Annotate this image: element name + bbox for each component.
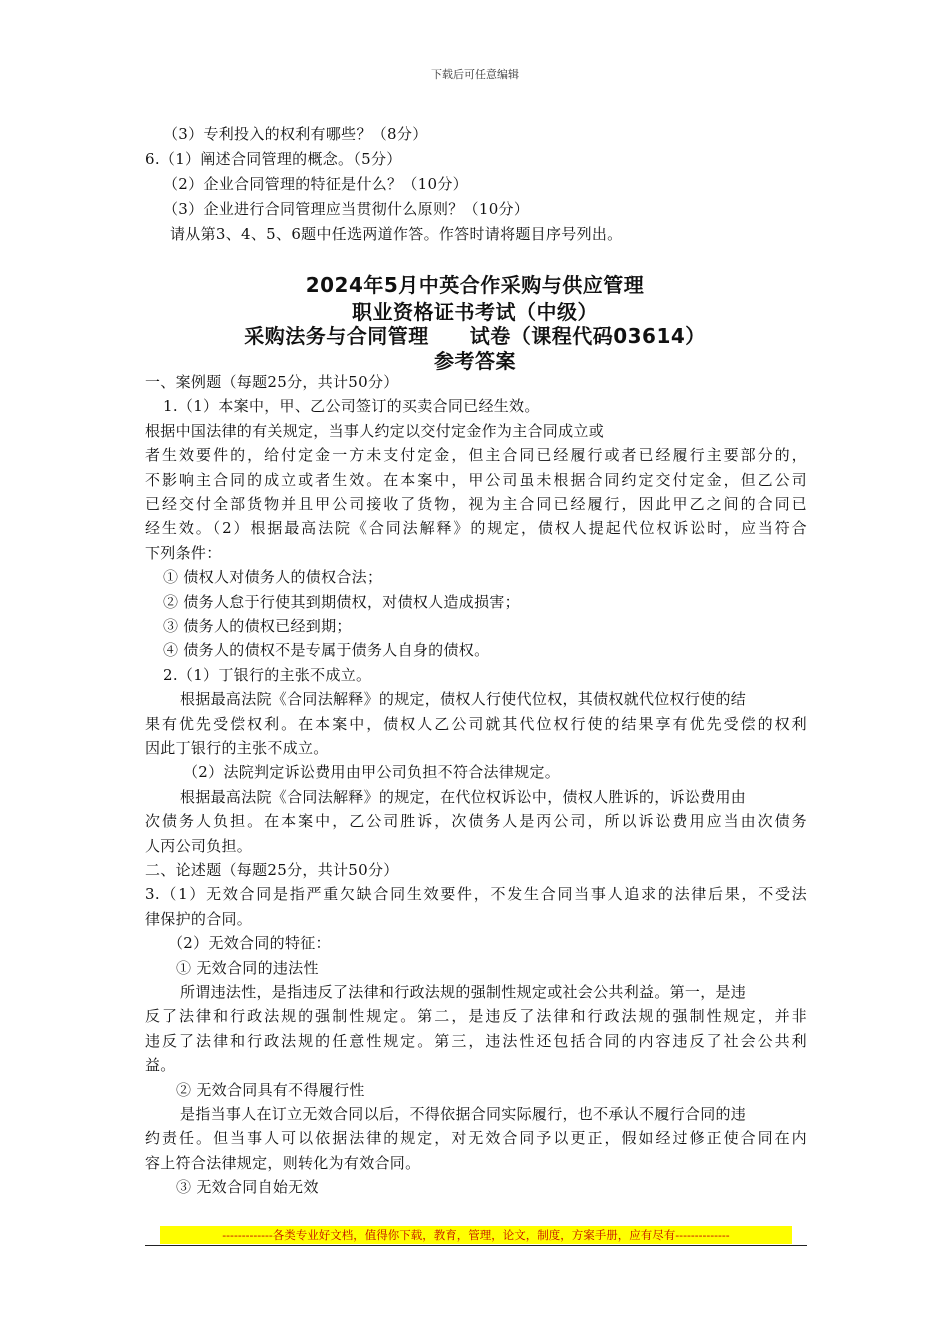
body-line: 容上符合法律规定，则转化为有效合同。 (145, 1153, 421, 1172)
question-line: （3）企业进行合同管理应当贯彻什么原则？（10分） (163, 200, 530, 218)
body-line: ④ 债务人的债权不是专属于债务人自身的债权。 (163, 641, 490, 660)
body-line: 律保护的合同。 (145, 909, 253, 928)
body-line: 益。 (145, 1056, 176, 1075)
body-line: 2.（1）丁银行的主张不成立。 (163, 665, 372, 684)
question-line: 请从第3、4、5、6题中任选两道作答。作答时请将题目序号列出。 (170, 225, 623, 243)
body-line: 反了法律和行政法规的强制性规定。第二，是违反了法律和行政法规的强制性规定，并非 (145, 1007, 807, 1026)
footer-rule (145, 1245, 807, 1246)
body-line: ② 债务人怠于行使其到期债权，对债权人造成损害； (163, 592, 520, 611)
question-line: （3）专利投入的权利有哪些？（8分） (163, 125, 428, 143)
body-line: 是指当事人在订立无效合同以后，不得依据合同实际履行，也不承认不履行合同的违 (180, 1105, 747, 1123)
doc-title-line-1: 2024年5月中英合作采购与供应管理 (305, 273, 645, 297)
body-line: 所谓违法性，是指违反了法律和行政法规的强制性规定或社会公共利益。第一，是违 (180, 983, 747, 1001)
body-line: 下列条件： (145, 543, 222, 562)
doc-title-line-2: 职业资格证书考试（中级） (352, 300, 598, 324)
body-line: 果有优先受偿权利。在本案中，债权人乙公司就其代位权行使的结果享有优先受偿的权利 (145, 714, 807, 733)
body-line: ① 债权人对债务人的债权合法； (163, 568, 383, 587)
body-line: 次债务人负担。在本案中，乙公司胜诉，次债务人是丙公司，所以诉讼费用应当由次债务 (145, 812, 807, 831)
body-line: ① 无效合同的违法性 (176, 958, 319, 977)
body-line: ③ 债务人的债权已经到期； (163, 617, 352, 635)
body-line: 根据最高法院《合同法解释》的规定，债权人行使代位权，其债权就代位权行使的结 (180, 690, 747, 709)
body-line: 根据中国法律的有关规定，当事人约定以交付定金作为主合同成立或 (145, 421, 605, 440)
body-line: 已经交付全部货物并且甲公司接收了货物，视为主合同已经履行，因此甲乙之间的合同已 (145, 495, 807, 513)
doc-title-line-3: 采购法务与合同管理 试卷（课程代码03614） (244, 324, 706, 348)
body-line: （2）无效合同的特征： (168, 934, 331, 953)
body-line: 因此丁银行的主张不成立。 (145, 739, 329, 757)
body-line: 根据最高法院《合同法解释》的规定，在代位权诉讼中，债权人胜诉的，诉讼费用由 (180, 787, 747, 806)
body-line: 约责任。但当事人可以依据法律的规定，对无效合同予以更正，假如经过修正使合同在内 (145, 1129, 807, 1148)
body-line: （2）法院判定诉讼费用由甲公司负担不符合法律规定。 (183, 763, 561, 782)
doc-title-line-4: 参考答案 (434, 349, 516, 373)
body-line: ② 无效合同具有不得履行性 (176, 1080, 365, 1099)
question-line: 6.（1）阐述合同管理的概念。（5分） (145, 150, 402, 168)
body-line: 人丙公司负担。 (145, 836, 253, 855)
body-line: 违反了法律和行政法规的任意性规定。第三，违法性还包括合同的内容违反了社会公共利 (145, 1031, 807, 1050)
body-line: 一、案例题（每题25分，共计50分） (145, 373, 399, 391)
footer-banner: -------------各类专业好文档，值得你下载，教育，管理，论文，制度，方案手册，应有尽有-------------- (160, 1226, 792, 1244)
body-line: 3.（1）无效合同是指严重欠缺合同生效要件，不发生合同当事人追求的法律后果，不受法 (145, 885, 807, 904)
body-line: 经生效。（2）根据最高法院《合同法解释》的规定，债权人提起代位权诉讼时，应当符合 (145, 519, 807, 538)
body-line: ③ 无效合同自始无效 (176, 1178, 319, 1197)
body-line: 不影响主合同的成立或者生效。在本案中，甲公司虽未根据合同约定交付定金，但乙公司 (145, 470, 807, 489)
question-line: （2）企业合同管理的特征是什么？（10分） (163, 175, 468, 193)
body-line: 二、论述题（每题25分，共计50分） (145, 861, 399, 879)
body-line: 者生效要件的，给付定金一方未支付定金，但主合同已经履行或者已经履行主要部分的， (145, 446, 807, 465)
page-header: 下载后可任意编辑 (431, 68, 519, 81)
body-line: 1.（1）本案中，甲、乙公司签订的买卖合同已经生效。 (163, 397, 540, 416)
